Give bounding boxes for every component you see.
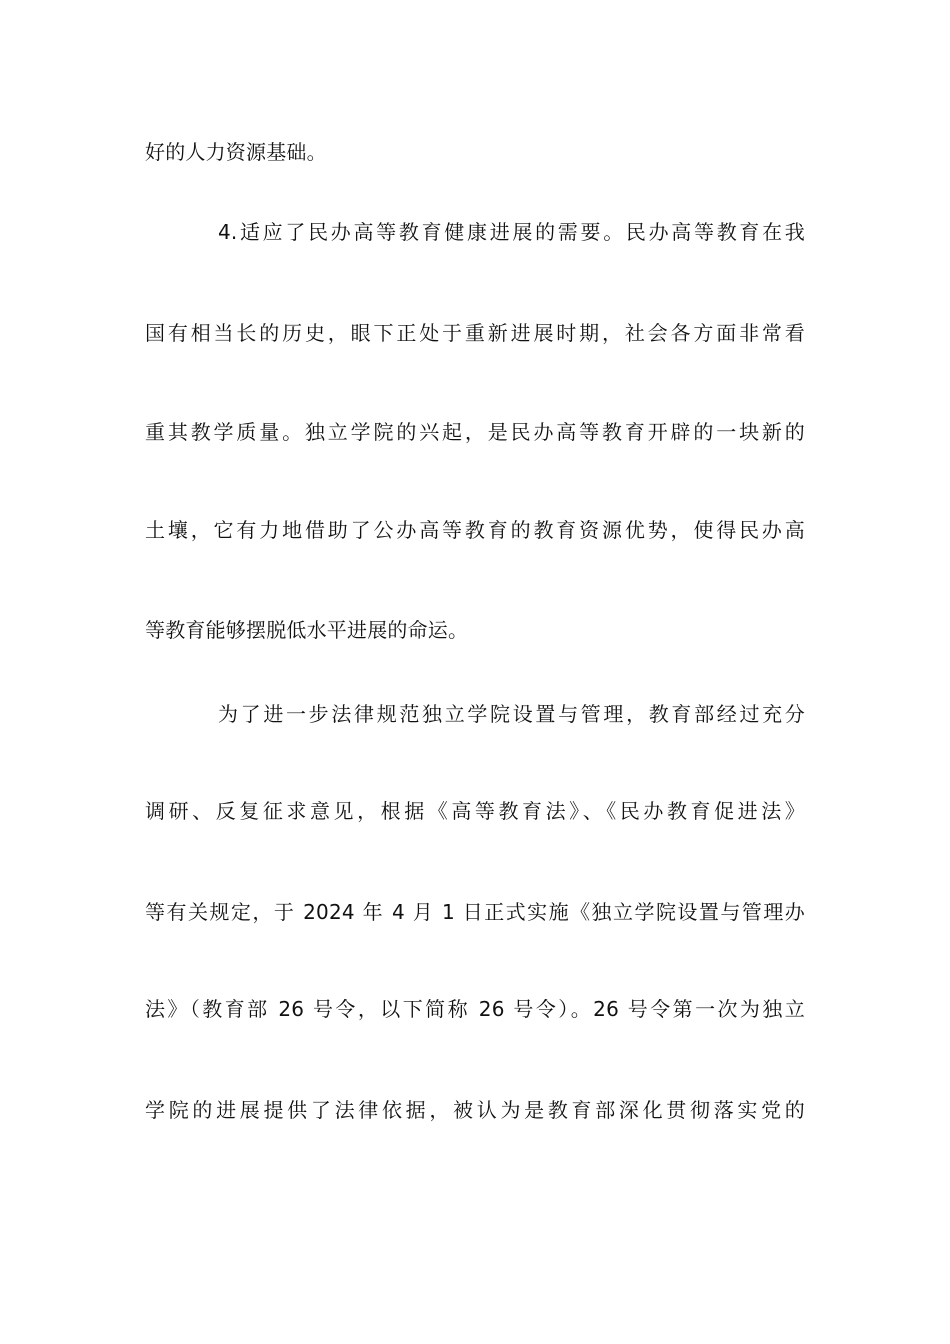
- text-line-10: 法》（教育部 26 号令，以下简称 26 号令）。26 号令第一次为独立: [145, 997, 805, 1021]
- text-line-11: 学院的进展提供了法律依据，被认为是教育部深化贯彻落实党的: [145, 1098, 805, 1122]
- text-line-5: 土壤，它有力地借助了公办高等教育的教育资源优势，使得民办高: [145, 518, 805, 542]
- text-line-3: 国有相当长的历史，眼下正处于重新进展时期，社会各方面非常看: [145, 321, 805, 345]
- text-line-6: 等教育能够摆脱低水平进展的命运。: [145, 618, 469, 642]
- text-line-8: 调研、反复征求意见，根据《高等教育法》、《民办教育促进法》: [145, 799, 805, 823]
- paragraph-start-line: 为了进一步法律规范独立学院设置与管理，教育部经过充分: [218, 702, 805, 726]
- text-line-1: 好的人力资源基础。: [145, 140, 327, 164]
- paragraph-start-line: 4.适应了民办高等教育健康进展的需要。民办高等教育在我: [218, 220, 805, 244]
- text-line-4: 重其教学质量。独立学院的兴起，是民办高等教育开辟的一块新的: [145, 420, 805, 444]
- text-line-9: 等有关规定，于 2024 年 4 月 1 日正式实施《独立学院设置与管理办: [145, 900, 805, 924]
